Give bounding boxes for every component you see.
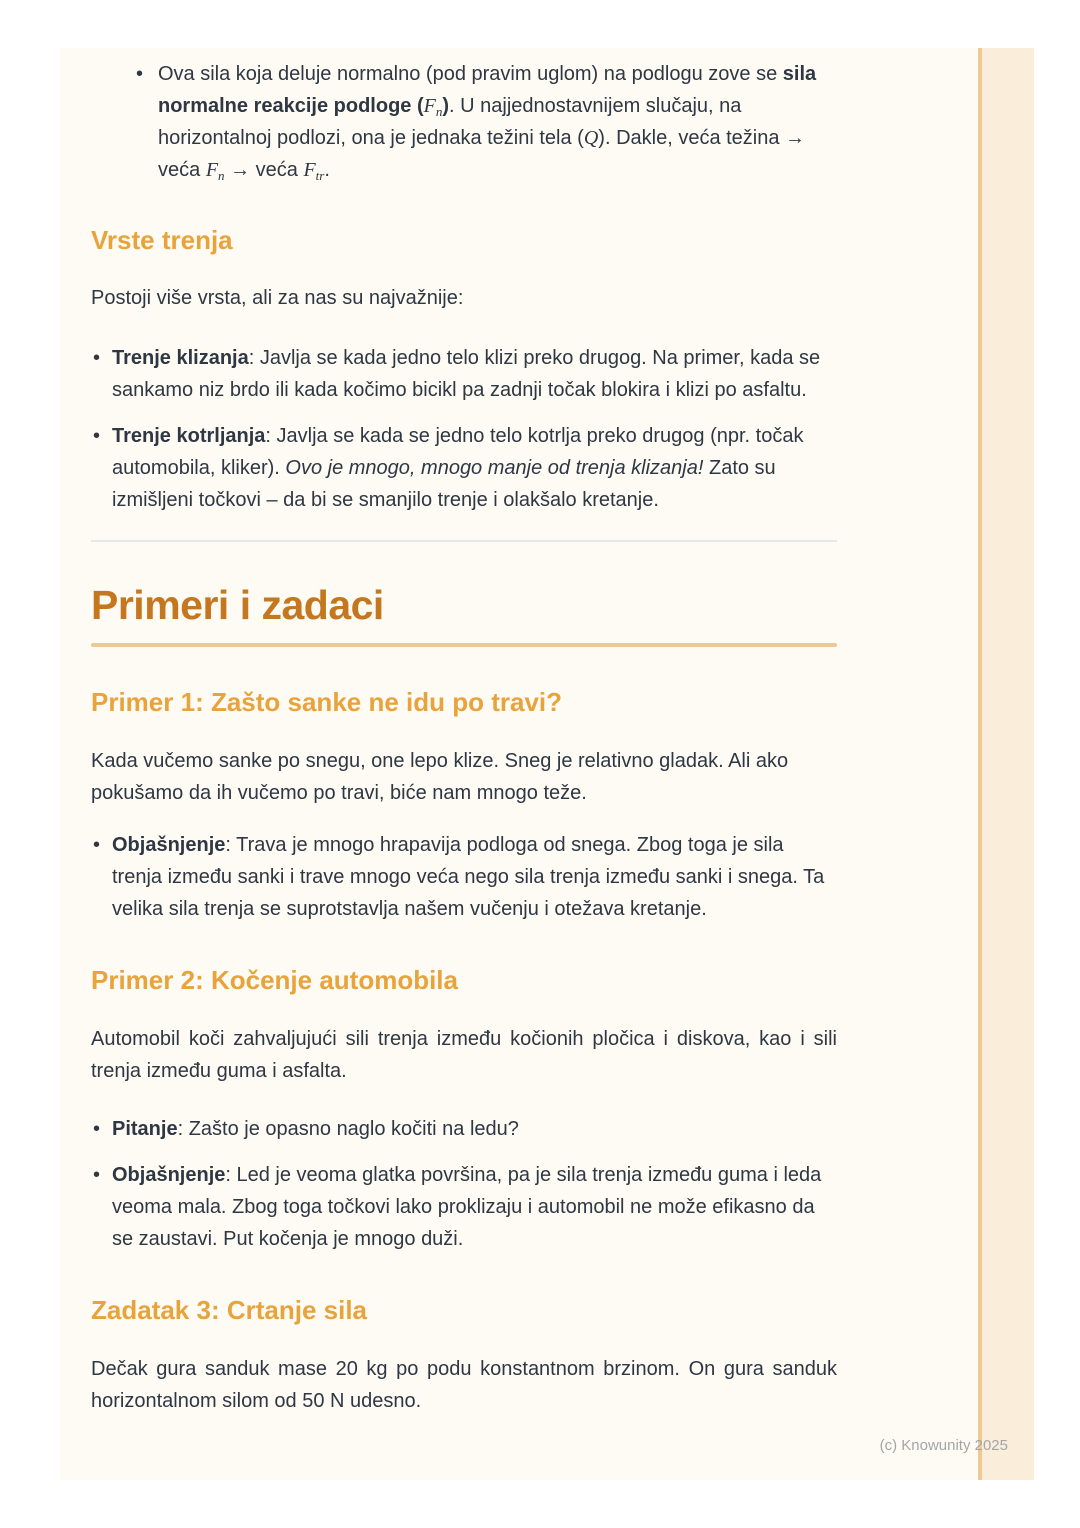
list-item (91, 58, 837, 186)
primer1-objasnjenje-text: Objašnjenje: Trava je mnogo hrapavija podloga od snega. Zbog toga je sila trenja između sanki i trave mnogo veća nego sila trenja između sanki i snega. Ta velika sila trenja se suprotstavlja našem vučenju i otežava kretanje. (112, 834, 825, 920)
list-item (91, 420, 837, 516)
vrste-trenja-lead: Postoji više vrsta, ali za nas su najvažnije: (91, 287, 464, 309)
list-item (91, 1159, 837, 1255)
trenje-klizanja-text: Trenje klizanja: Javlja se kada jedno telo klizi preko drugog. Na primer, kada se sankamo niz brdo ili kada kočimo bicikl pa zadnji točak blokira i klizi po asfaltu. (112, 347, 821, 401)
title-underline (91, 643, 837, 647)
page-title: Primeri i zadaci (91, 582, 384, 628)
list-item (91, 829, 837, 925)
primer2-list (91, 1113, 837, 1255)
watermark: (c) Knowunity 2025 (879, 1437, 1008, 1454)
zadatak3-paragraph: Dečak gura sanduk mase 20 kg po podu konstantnom brzinom. On gura sanduk horizontalnom silom od 50 N udesno. (91, 1358, 837, 1412)
document-content (91, 48, 837, 1417)
right-accent-strip (978, 48, 1034, 1480)
intro-bullet-list (91, 58, 837, 186)
section-heading-vrste-trenja: Vrste trenja (91, 225, 233, 255)
document-page (60, 48, 1034, 1480)
intro-bullet-text: Ova sila koja deluje normalno (pod pravim uglom) na podlogu zove se sila normalne reakcije podloge $(F_n)$. U najjednostavnijem slučaju, na horizontalnoj podlozi, ona je jednaka težini tela (Q). Dakle, veća težina → veća $F_n$ → veća $F_{tr}$. (158, 63, 817, 183)
primer1-heading: Primer 1: Zašto sanke ne idu po travi? (91, 687, 563, 717)
list-item (91, 1113, 837, 1145)
primer1-paragraph: Kada vučemo sanke po snegu, one lepo klize. Sneg je relativno gladak. Ali ako pokušamo da ih vučemo po travi, biće nam mnogo teže. (91, 750, 789, 804)
primer2-objasnjenje-text: Objašnjenje: Led je veoma glatka površina, pa je sila trenja između guma i leda veoma mala. Zbog toga točkovi lako proklizaju i automobil ne može efikasno da se zaustavi. Put kočenja je mnogo duži. (112, 1164, 822, 1250)
trenje-kotrljanja-text: Trenje kotrljanja: Javlja se kada se jedno telo kotrlja preko drugog (npr. točak automobila, kliker). Ovo je mnogo, mnogo manje od trenja klizanja! Zato su izmišljeni točkovi – da bi se smanjilo trenje i olakšalo kretanje. (112, 425, 804, 511)
zadatak3-heading: Zadatak 3: Crtanje sila (91, 1295, 367, 1325)
vrste-trenja-list (91, 342, 837, 516)
primer2-pitanje-text: Pitanje: Zašto je opasno naglo kočiti na ledu? (112, 1118, 519, 1140)
list-item (91, 342, 837, 406)
primer2-paragraph: Automobil koči zahvaljujući sili trenja između kočionih pločica i diskova, kao i sili trenja između guma i asfalta. (91, 1028, 837, 1082)
section-divider (91, 540, 837, 542)
primer1-list (91, 829, 837, 925)
primer2-heading: Primer 2: Kočenje automobila (91, 965, 458, 995)
